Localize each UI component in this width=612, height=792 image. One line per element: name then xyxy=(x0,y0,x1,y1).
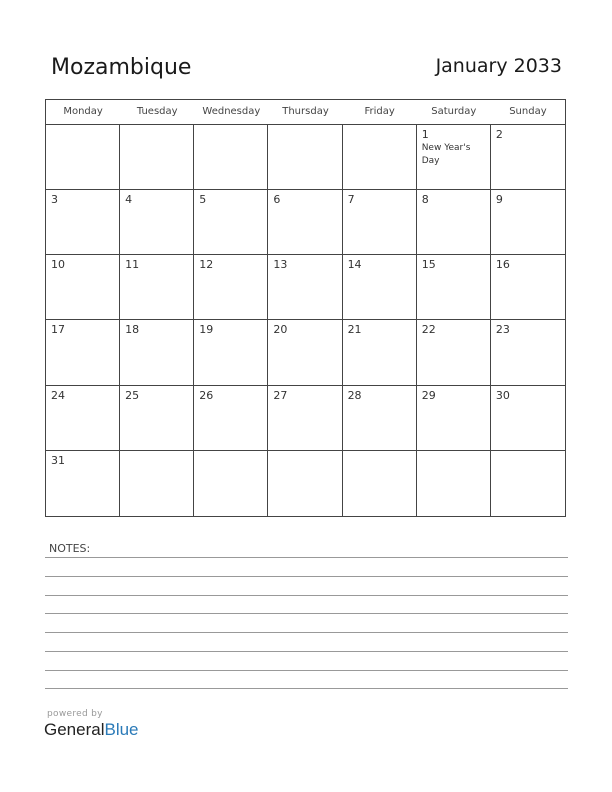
brand-logo xyxy=(44,720,139,740)
day-number: 17 xyxy=(51,323,65,337)
day-cell xyxy=(417,190,491,255)
day-number: 29 xyxy=(421,388,436,402)
note-line xyxy=(45,576,568,577)
day-cell xyxy=(120,320,194,385)
country-title: Mozambique xyxy=(51,55,192,80)
day-cell xyxy=(491,255,565,320)
day-cell xyxy=(194,255,268,320)
brand-blue: Blue xyxy=(104,720,139,739)
notes-label: NOTES: xyxy=(49,542,91,555)
day-cell xyxy=(268,255,342,320)
day-cell xyxy=(417,255,491,320)
day-number: 10 xyxy=(51,258,65,272)
day-number: 31 xyxy=(51,453,65,467)
day-cell xyxy=(120,255,194,320)
day-number: 1 xyxy=(421,128,429,141)
note-line xyxy=(45,651,568,652)
day-cell xyxy=(343,451,417,516)
day-cell xyxy=(343,190,417,255)
day-number: 16 xyxy=(495,258,510,272)
day-cell xyxy=(194,125,268,190)
day-cell xyxy=(268,320,342,385)
day-cell xyxy=(417,320,491,385)
day-cell xyxy=(46,386,120,451)
weekday-header: Monday xyxy=(63,106,103,117)
day-number: 6 xyxy=(273,193,281,207)
day-cell xyxy=(120,451,194,516)
weekday-header: Saturday xyxy=(431,106,477,117)
day-cell xyxy=(120,386,194,451)
weekday-header-row xyxy=(46,100,565,125)
day-number: 18 xyxy=(125,323,140,337)
weekday-header: Thursday xyxy=(282,106,329,117)
day-cell xyxy=(194,320,268,385)
weekday-header: Wednesday xyxy=(202,106,261,117)
day-number: 5 xyxy=(199,193,207,207)
day-number: 27 xyxy=(273,388,288,402)
day-number: 22 xyxy=(421,323,436,337)
day-cell xyxy=(417,386,491,451)
note-line xyxy=(45,557,568,558)
day-number: 7 xyxy=(347,193,355,207)
day-cell xyxy=(268,190,342,255)
day-number: 12 xyxy=(199,258,214,272)
day-cell xyxy=(343,320,417,385)
day-number: 26 xyxy=(199,388,214,402)
day-cell xyxy=(120,125,194,190)
weekday-header: Sunday xyxy=(509,106,547,117)
day-cell xyxy=(491,190,565,255)
day-number: 25 xyxy=(125,388,140,402)
day-cell xyxy=(491,386,565,451)
day-cell xyxy=(46,451,120,516)
weekday-header: Friday xyxy=(364,106,395,117)
day-cell xyxy=(120,190,194,255)
day-cell xyxy=(343,386,417,451)
day-number: 2 xyxy=(495,128,503,141)
day-cell xyxy=(46,255,120,320)
day-cell xyxy=(417,451,491,516)
day-cell xyxy=(343,255,417,320)
day-number: 20 xyxy=(273,323,288,337)
day-number: 3 xyxy=(51,193,58,207)
day-cell xyxy=(194,451,268,516)
day-cell xyxy=(46,190,120,255)
calendar-days xyxy=(46,125,565,516)
day-number: 23 xyxy=(495,323,510,337)
day-cell xyxy=(194,190,268,255)
day-number: 4 xyxy=(125,193,133,207)
day-cell xyxy=(268,386,342,451)
note-line xyxy=(45,688,568,689)
day-cell xyxy=(343,125,417,190)
day-number: 14 xyxy=(347,258,362,272)
brand-general: General xyxy=(44,720,105,739)
weekday-header: Tuesday xyxy=(136,106,178,117)
note-line xyxy=(45,613,568,614)
day-number: 9 xyxy=(495,193,503,207)
day-number: 15 xyxy=(421,258,436,272)
day-number: 30 xyxy=(495,388,510,402)
day-cell xyxy=(46,320,120,385)
day-number: 21 xyxy=(347,323,362,337)
day-cell xyxy=(491,451,565,516)
day-cell xyxy=(268,125,342,190)
note-line xyxy=(45,632,568,633)
day-number: 24 xyxy=(51,388,65,402)
day-cell xyxy=(417,125,491,190)
day-number: 13 xyxy=(273,258,288,272)
day-cell xyxy=(491,320,565,385)
day-number: 8 xyxy=(421,193,429,207)
day-cell xyxy=(194,386,268,451)
holiday-label: New Year's Day xyxy=(421,143,471,166)
day-number: 19 xyxy=(199,323,214,337)
day-cell xyxy=(46,125,120,190)
day-cell xyxy=(268,451,342,516)
month-title: January 2033 xyxy=(435,55,562,77)
day-number: 28 xyxy=(347,388,362,402)
day-number: 11 xyxy=(125,258,140,272)
powered-by-text: powered by xyxy=(47,709,103,719)
calendar-grid xyxy=(45,99,566,517)
day-cell xyxy=(491,125,565,190)
note-line xyxy=(45,670,568,671)
note-line xyxy=(45,595,568,596)
